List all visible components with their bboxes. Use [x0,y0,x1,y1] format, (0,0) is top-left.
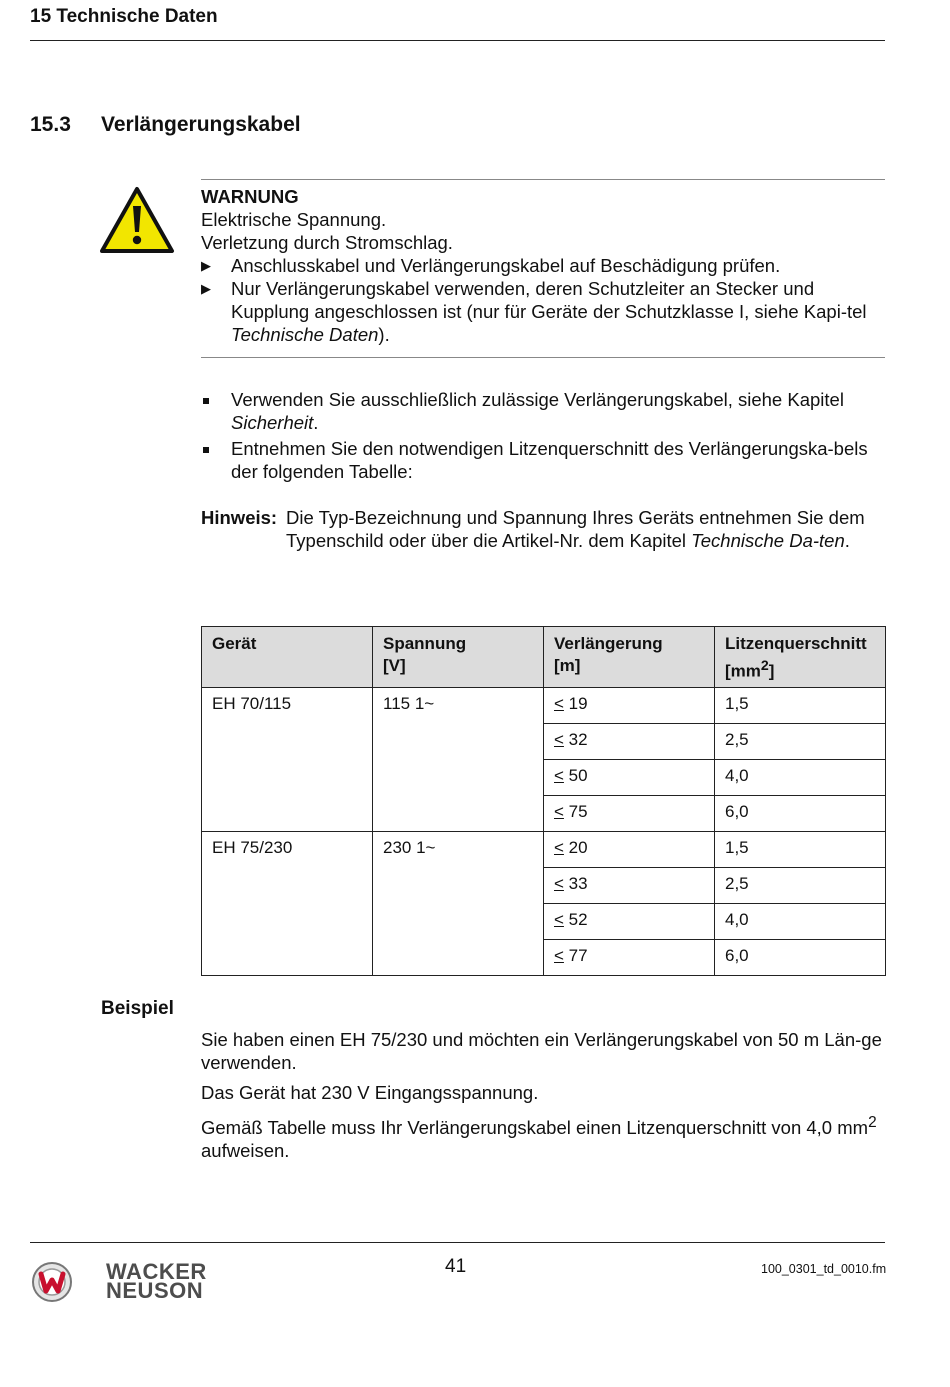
warning-title: WARNUNG [201,186,299,207]
header-extension-title: Verlängerung [554,634,663,653]
list-item [201,437,885,483]
table-row [202,688,886,724]
chapter-reference: Sicherheit [231,412,314,433]
length-value: 52 [568,910,588,929]
le-symbol: < [554,874,564,893]
note-text [286,506,885,552]
example-paragraph: Das Gerät hat 230 V Eingangsspannung. [201,1082,539,1103]
cross-section-cell: 1,5 [715,688,886,724]
table-row [202,832,886,868]
section-title: Verlängerungskabel [101,113,301,136]
header-voltage-title: Spannung [383,634,467,653]
length-cell [544,904,715,940]
list-item [201,388,885,434]
le-symbol: < [554,946,564,965]
header-voltage [373,627,544,688]
extension-cable-table [201,626,886,976]
le-symbol: < [554,910,564,929]
device-cell: EH 70/115 [202,688,373,832]
le-symbol: < [554,838,564,857]
length-cell [544,688,715,724]
square-bullet-icon [201,388,231,434]
length-cell [544,832,715,868]
voltage-cell: 115 1~ [373,688,544,832]
length-cell [544,724,715,760]
cross-section-cell: 4,0 [715,760,886,796]
chapter-reference: Technische Daten [231,324,379,345]
triangle-bullet-icon: ▶ [201,258,211,273]
warning-block [201,185,885,346]
warning-action-text-part: Nur Verlängerungskabel verwenden, deren Schutzleiter an Stecker und Kupplung angeschlossen ist (nur für Geräte der Schutzklasse I, siehe Kapi-tel [231,278,867,322]
warning-line: Elektrische Spannung. [201,209,387,230]
example-label: Beispiel [101,998,174,1019]
header-extension-unit: [m] [554,656,581,675]
square-bullet-icon [201,437,231,483]
brand-logo-wordmark [106,1259,207,1303]
voltage-cell: 230 1~ [373,832,544,976]
warning-action-text-part: ). [378,324,390,345]
length-value: 32 [568,730,588,749]
le-symbol: < [554,694,564,713]
header-cross-section [715,627,886,688]
cross-section-cell: 2,5 [715,724,886,760]
example-paragraph [201,1111,885,1162]
cross-section-cell: 6,0 [715,940,886,976]
warning-action-text [231,277,885,346]
header-cross-unit: [mm [725,661,761,681]
cross-section-cell: 6,0 [715,796,886,832]
example-block [201,1028,885,1169]
warning-line: Verletzung durch Stromschlag. [201,232,453,253]
length-value: 75 [568,802,588,821]
triangle-bullet-icon: ▶ [201,281,211,296]
footer-rule [30,1242,885,1243]
wacker-neuson-w-logo-icon [30,1261,74,1303]
warning-action-text: Anschlusskabel und Verlängerungskabel auf Beschädigung prüfen. [231,255,781,276]
cross-section-cell: 1,5 [715,832,886,868]
example-text-part: aufweisen. [201,1140,290,1162]
le-symbol: < [554,802,564,821]
document-id: 100_0301_td_0010.fm [761,1262,887,1276]
note-text-part: Die Typ-Bezeichnung und Spannung Ihres Geräts entnehmen Sie dem Typenschild oder über die Artikel-Nr. dem Kapitel [286,507,865,551]
header-cross-unit-close: ] [768,661,775,681]
cross-section-cell: 4,0 [715,904,886,940]
le-symbol: < [554,730,564,749]
cross-section-cell: 2,5 [715,868,886,904]
header-rule [30,40,885,41]
running-header: 15 Technische Daten [30,6,218,27]
list-item-text-part: . [313,412,319,433]
superscript: 2 [868,1114,877,1131]
list-item-text-part: Verwenden Sie ausschließlich zulässige Verlängerungskabel, siehe Kapitel [231,389,844,410]
note-label: Hinweis: [201,507,278,528]
header-voltage-unit: [V] [383,656,406,675]
length-cell [544,760,715,796]
length-value: 33 [568,874,588,893]
length-value: 77 [568,946,588,965]
note-text-part: . [844,530,850,551]
header-device: Gerät [202,627,373,688]
warning-bottom-rule [201,357,885,358]
warning-action [201,254,885,277]
warning-triangle-icon [99,186,175,254]
warning-top-rule [201,179,885,180]
device-cell: EH 75/230 [202,832,373,976]
example-text-part: Gemäß Tabelle muss Ihr Verlängerungskabel einen Litzenquerschnitt von 4,0 mm [201,1117,869,1139]
chapter-reference: Technische Da-ten [691,530,845,551]
length-cell [544,868,715,904]
section-number: 15.3 [30,113,71,136]
instruction-list [201,388,885,486]
length-cell [544,940,715,976]
logo-line: WACKER [106,1259,207,1284]
list-item-text [231,388,885,434]
header-extension [544,627,715,688]
le-symbol: < [554,766,564,785]
length-value: 20 [568,838,588,857]
length-cell [544,796,715,832]
length-value: 50 [568,766,588,785]
page-number: 41 [445,1256,467,1277]
length-value: 19 [568,694,588,713]
header-cross-title: Litzenquerschnitt [725,634,867,653]
warning-action [201,277,885,346]
note-block [201,506,885,552]
header-cross-unit-sup: 2 [760,658,769,674]
logo-line: NEUSON [106,1278,204,1303]
list-item-text: Entnehmen Sie den notwendigen Litzenquerschnitt des Verlängerungska-bels der folgenden Tabelle: [231,438,868,482]
example-paragraph: Sie haben einen EH 75/230 und möchten ein Verlängerungskabel von 50 m Län-ge verwenden. [201,1029,882,1073]
table-header-row [202,627,886,688]
